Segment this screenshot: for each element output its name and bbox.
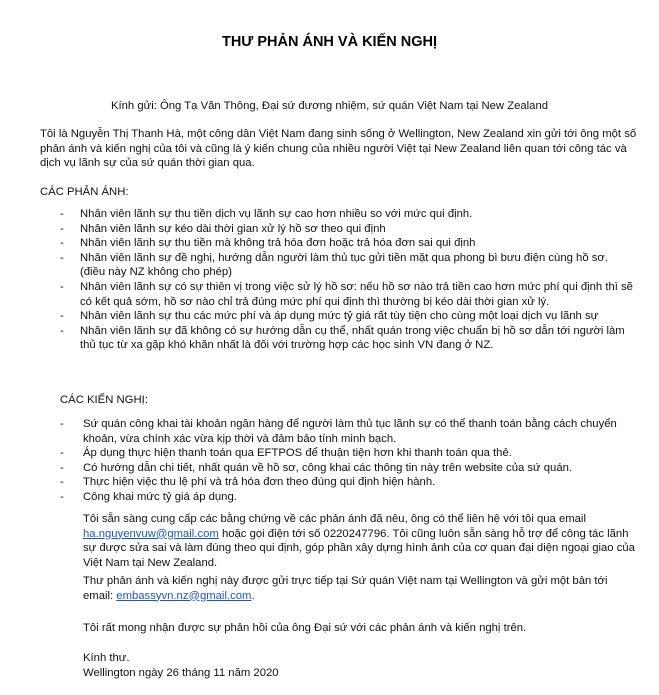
list-item: - Nhân viên lãnh sự kéo dài thời gian xử lý hồ sơ theo qui định [60, 222, 635, 237]
contact-email-link[interactable]: ha.nguyenvuw@gmail.com [83, 527, 219, 540]
list-item: - Nhân viên lãnh sự thu tiền dịch vụ lãnh sự cao hơn nhiều so với mức qui định. [60, 207, 635, 222]
complaints-list [60, 207, 635, 353]
list-item: - Có hướng dẫn chi tiết, nhất quán về hồ sơ, công khai các thông tin này trên website của sứ quán. [60, 461, 635, 476]
embassy-email-link[interactable]: embassyvn.nz@gmail.com [116, 589, 252, 602]
complaints-heading: CÁC PHẢN ÁNH: [40, 186, 129, 198]
list-item: - Nhân viên lãnh sự có sự thiên vị trong việc sử lý hồ sơ: nếu hồ sơ nào trả tiền cao hơn mức phí qui định thì sẽ có kết quả sớm, hồ sơ nào chỉ trả đúng mức phí qui định thì thường bị kéo dài thời gian xử lý. [60, 280, 635, 309]
closing-request: Tôi rất mong nhận được sự phản hồi của ông Đại sứ với các phản ánh và kiến nghị trên. [83, 622, 527, 634]
recommendations-heading: CÁC KIẾN NGHỊ: [60, 394, 148, 406]
signature-block [83, 651, 635, 680]
intro-paragraph: Tôi là Nguyễn Thị Thanh Hà, một công dân Việt Nam đang sinh sống ở Wellington, New Zealand xin gửi tới ông một số phản ánh và kiến nghị của tôi và cũng là ý kiến chung của nhiều người Việt tại New Zealand liên quan tới công tác và dịch vụ lãnh sự của sứ quán thời gian qua. [40, 128, 637, 170]
list-item: - Công khai mức tỷ giá áp dụng. [60, 490, 635, 505]
list-item: - Thực hiện việc thu lệ phí và trả hóa đơn theo đúng qui định hiện hành. [60, 475, 635, 490]
letter-title: THƯ PHẢN ÁNH VÀ KIẾN NGHỊ [221, 34, 438, 50]
evidence-paragraph [83, 512, 635, 570]
place-date: Wellington ngày 26 tháng 11 năm 2020 [83, 666, 279, 679]
evidence-text-after: hoặc gọi điện tới số 0220247796. Tôi cũng luôn sẵn sàng hỗ trợ để công tác lãnh sự được sửa sai và làm đúng theo qui định, góp phần xây dựng hình ảnh của cơ quan đại diện ngoại giao của Việt Nam tại New Zealand. [83, 527, 635, 569]
list-item: - Nhân viên lãnh sự thu các mức phí và áp dụng mức tỷ giá rất tùy tiện cho cùng một loại dịch vụ lãnh sự [60, 309, 635, 324]
evidence-text-before: Tôi sẵn sàng cung cấp các bằng chứng về các phản ánh đã nêu, ông có thể liên hệ với tôi qua email [83, 513, 586, 525]
signoff: Kính thư. [83, 652, 130, 664]
list-item: - Sứ quán công khai tài khoản ngân hàng để người làm thủ tục lãnh sự có thể thanh toán bằng cách chuyển khoản, vừa chính xác vừa kịp thời và đảm bảo tính minh bạch. [60, 417, 635, 446]
list-item: - Áp dụng thực hiện thanh toán qua EFTPOS để thuận tiện hơn khi thanh toán qua thẻ. [60, 446, 635, 461]
forwarded-suffix: . [251, 589, 255, 602]
forwarded-paragraph [83, 574, 635, 603]
greeting-line: Kính gửi: Ông Tạ Văn Thông, Đại sứ đương nhiệm, sứ quán Việt Nam tại New Zealand [110, 100, 549, 112]
list-item: - Nhân viên lãnh sự thu tiền mà không trả hóa đơn hoặc trả hóa đơn sai qui định [60, 236, 635, 251]
list-item: - Nhân viên lãnh sự đề nghị, hướng dẫn người làm thủ tục gửi tiền mặt qua phong bì bưu điện cùng hồ sơ. (điều này NZ không cho phép) [60, 251, 635, 280]
recommendations-list [60, 417, 635, 505]
list-item: - Nhân viên lãnh sự đã không có sự hướng dẫn cụ thể, nhất quán trong việc chuẩn bị hồ sơ dẫn tới người làm thủ tục từ xa gặp khó khăn nhất là đối với trường hợp các học sinh VN đang ở NZ. [60, 324, 635, 353]
forwarded-text: Thư phản ánh và kiến nghị này được gửi trực tiếp tại Sứ quán Việt nam tại Wellington và gửi một bản tới email: [83, 575, 608, 602]
